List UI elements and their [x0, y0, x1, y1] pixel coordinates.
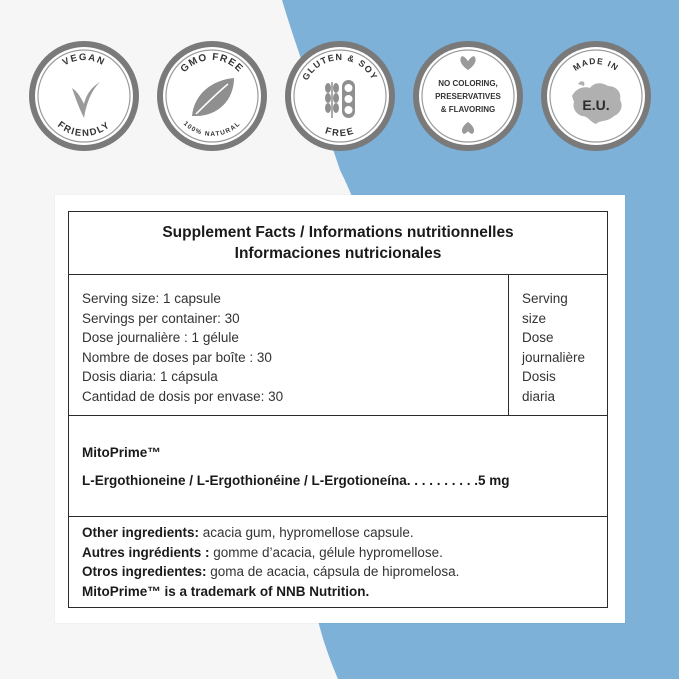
serving-column-line: Dosis: [522, 369, 556, 385]
other-text: gomme d’acacia, gélule hypromellose.: [209, 544, 443, 560]
other-text: acacia gum, hypromellose capsule.: [199, 525, 414, 540]
badge-top-text: GMO FREE: [178, 51, 246, 75]
gmo-free-badge: [154, 38, 270, 154]
brand-name: MitoPrime™: [82, 445, 161, 460]
serving-info-left: [69, 275, 509, 415]
serving-line: Dose journalière : 1 gélule: [82, 330, 239, 346]
gluten-soy-free-badge: [282, 38, 398, 154]
serving-column-line: diaria: [522, 388, 556, 404]
serving-line: Nombre de doses par boîte : 30: [82, 349, 272, 365]
other-ingredients-fr: [82, 543, 607, 563]
badge-bottom-text: FRIENDLY: [55, 119, 113, 140]
badge-line-1: NO COLORING,: [438, 79, 498, 88]
other-label: Other ingredients:: [82, 525, 200, 540]
serving-line: Serving size: 1 capsule: [82, 291, 221, 306]
serving-column-line: Serving: [522, 291, 568, 306]
other-ingredients-en: [82, 523, 607, 543]
other-label: Otros ingredientes:: [82, 564, 207, 579]
facts-title-line-1: Supplement Facts / Informations nutritionnelles: [162, 224, 514, 241]
serving-column-line: journalière: [522, 349, 586, 365]
vegan-friendly-badge: [26, 38, 142, 154]
other-label: Autres ingrédients :: [82, 544, 210, 560]
badge-top-text: VEGAN: [60, 51, 108, 69]
badge-top-text: GLUTEN & SOY: [300, 51, 380, 82]
facts-title-section: [69, 212, 607, 275]
active-ingredient-section: [69, 416, 607, 517]
supplement-facts-panel: [68, 211, 608, 608]
no-additives-badge: [410, 38, 526, 154]
trademark-text: MitoPrime™ is a trademark of NNB Nutrition.: [82, 583, 370, 599]
trademark-note: [82, 582, 607, 602]
badge-bottom-text: FREE: [323, 125, 357, 140]
serving-line: Cantidad de dosis por envase: 30: [82, 388, 284, 404]
ingredient-row: [82, 473, 510, 488]
badge-line-2: PRESERVATIVES: [435, 92, 501, 101]
serving-section: [69, 275, 607, 416]
other-ingredients-es: [82, 562, 607, 582]
ingredient-amount: 5 mg: [478, 473, 510, 488]
serving-line: Dosis diaria: 1 cápsula: [82, 369, 218, 385]
made-in-eu-badge: [538, 38, 654, 154]
badge-bottom-text: 100% NATURAL: [181, 120, 243, 139]
facts-title-line-2: Informaciones nutricionales: [234, 245, 442, 262]
badge-top-text: MADE IN: [571, 55, 621, 73]
serving-column-line: Dose: [522, 330, 554, 346]
other-text: goma de acacia, cápsula de hipromelosa.: [206, 564, 460, 579]
badge-line-3: & FLAVORING: [440, 105, 496, 114]
ingredient-name: L-Ergothioneine / L-Ergothionéine / L-Ergotioneína: [82, 473, 407, 488]
serving-line: Servings per container: 30: [82, 310, 240, 326]
other-ingredients-section: [69, 517, 607, 601]
serving-info-right: [509, 275, 607, 415]
ingredient-dots: . . . . . . . . . .: [406, 473, 478, 488]
serving-column-line: size: [522, 310, 547, 326]
badge-center-text: E.U.: [582, 97, 610, 113]
